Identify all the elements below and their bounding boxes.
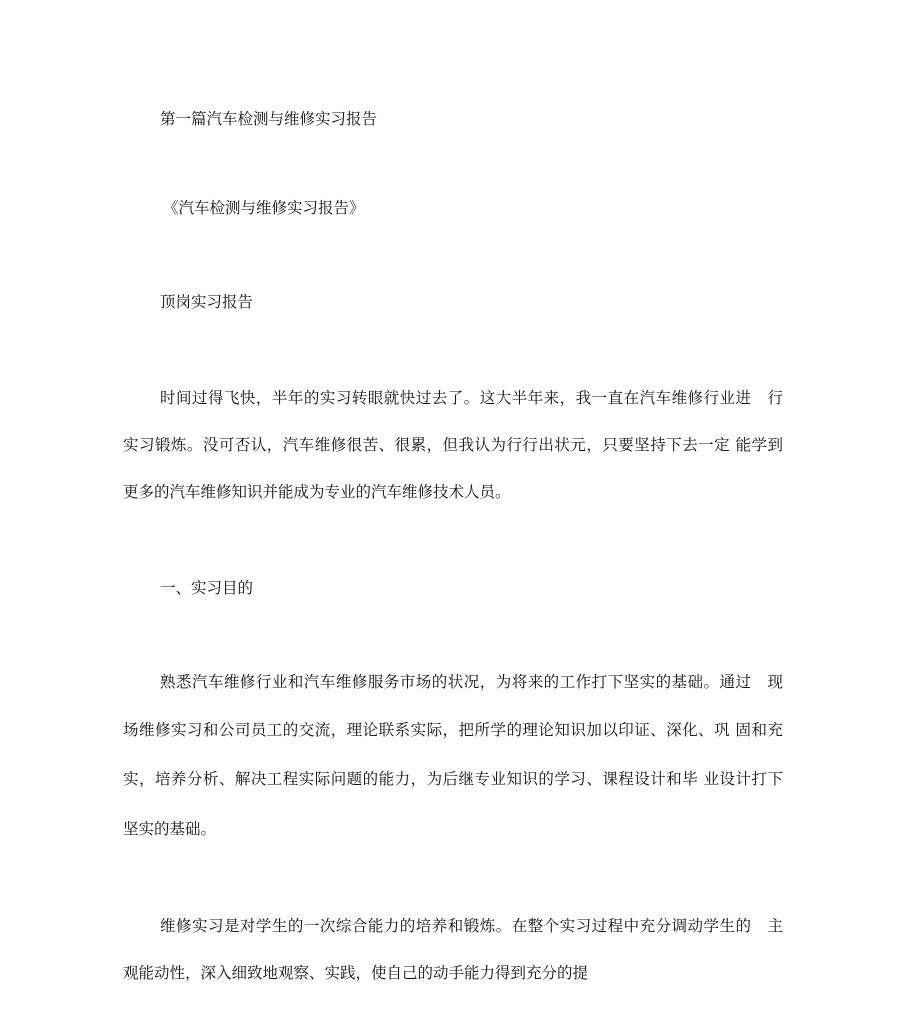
report-type: 顶岗实习报告 [160, 293, 254, 311]
section-title: 一、实习目的 [160, 579, 254, 597]
paragraph-line: 时间过得飞快，半年的实习转眼就快过去了。这大半年来，我一直在汽车维修行业进 行 [160, 389, 783, 407]
paragraph-line: 实习锻炼。没可否认，汽车维修很苦、很累，但我认为行行出状元，只要坚持下去一定 能学到 [123, 436, 783, 454]
paragraph-line: 维修实习是对学生的一次综合能力的培养和锻炼。在整个实习过程中充分调动学生的 主 [160, 917, 783, 935]
document-subtitle: 《汽车检测与维修实习报告》 [163, 199, 365, 217]
paragraph-line: 更多的汽车维修知识并能成为专业的汽车维修技术人员。 [123, 483, 511, 501]
paragraph-line: 实，培养分析、解决工程实际问题的能力，为后继专业知识的学习、课程设计和毕 业设计打下 [123, 770, 783, 788]
document-heading: 第一篇汽车检测与维修实习报告 [160, 110, 378, 128]
paragraph-line: 观能动性，深入细致地观察、实践，使自己的动手能力得到充分的提 [123, 964, 589, 982]
paragraph-line: 坚实的基础。 [123, 820, 217, 838]
paragraph-line: 熟悉汽车维修行业和汽车维修服务市场的状况，为将来的工作打下坚实的基础。通过 现 [160, 673, 783, 691]
paragraph-line: 场维修实习和公司员工的交流，理论联系实际，把所学的理论知识加以印证、深化、巩 固和充 [123, 721, 783, 739]
